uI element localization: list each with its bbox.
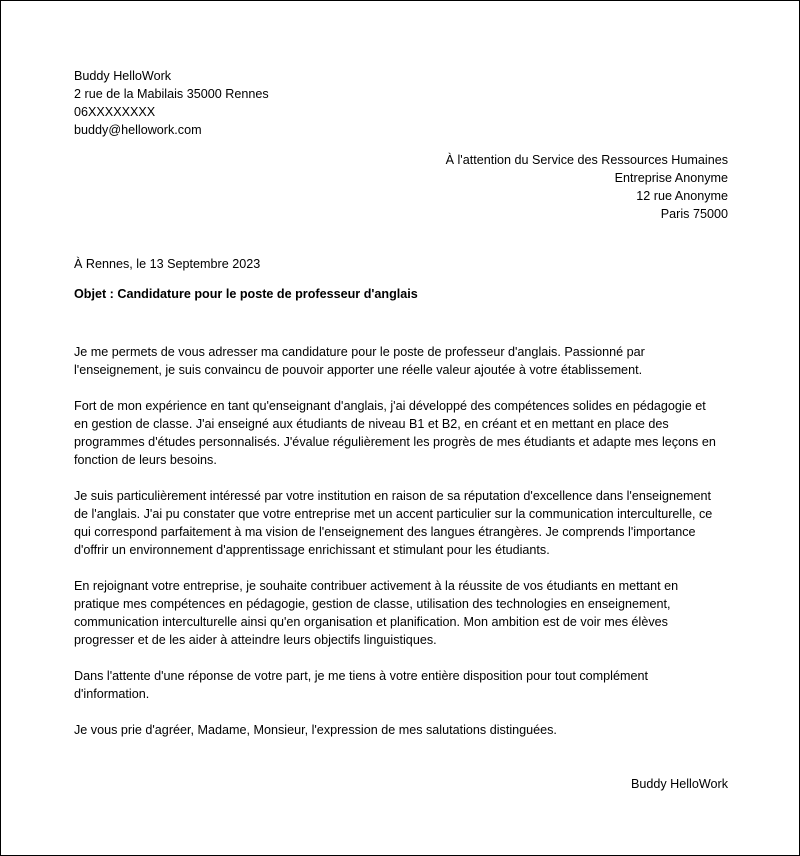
sender-email: buddy@hellowork.com	[74, 123, 202, 137]
body-line: Je me permets de vous adresser ma candidature pour le poste de professeur d'anglais. Passionné par	[74, 345, 645, 359]
recipient-city: Paris 75000	[660, 207, 728, 221]
body-line: Je vous prie d'agréer, Madame, Monsieur, l'expression de mes salutations distinguées.	[74, 723, 557, 737]
body-line: pratique mes compétences en pédagogie, gestion de classe, utilisation des technologies en enseignement,	[74, 597, 671, 611]
paragraph-contribution	[74, 577, 730, 649]
sender-block	[74, 67, 269, 139]
body-line: de l'anglais. J'ai pu constater que votre entreprise met un accent particulier sur la communication interculturelle, ce	[74, 507, 713, 521]
body-line: programmes d'études personnalisés. J'évalue régulièrement les progrès de mes étudiants et adapte mes leçons en	[74, 435, 716, 449]
body-line: l'enseignement, je suis convaincu de pouvoir apporter une réelle valeur ajoutée à votre établissement.	[74, 363, 643, 377]
recipient-block	[446, 151, 728, 223]
body-line: Fort de mon expérience en tant qu'enseignant d'anglais, j'ai développé des compétences solides en pédagogie et	[74, 399, 706, 413]
body-line: Je suis particulièrement intéressé par votre institution en raison de sa réputation d'excellence dans l'enseignement	[74, 489, 711, 503]
body-line: d'information.	[74, 687, 150, 701]
recipient-street: 12 rue Anonyme	[636, 189, 728, 203]
body-line: d'offrir un environnement d'apprentissage enrichissant et stimulant pour les étudiants.	[74, 543, 550, 557]
sender-name: Buddy HelloWork	[74, 69, 172, 83]
body-line: Dans l'attente d'une réponse de votre part, je me tiens à votre entière disposition pour tout complément	[74, 669, 648, 683]
signature: Buddy HelloWork	[630, 777, 728, 791]
paragraph-experience	[74, 397, 730, 469]
body-line: En rejoignant votre entreprise, je souhaite contribuer activement à la réussite de vos étudiants en mettant en	[74, 579, 679, 593]
paragraph-introduction	[74, 343, 730, 379]
paragraph-motivation	[74, 487, 730, 559]
recipient-company: Entreprise Anonyme	[614, 171, 728, 185]
body-line: progresser et de les aider à atteindre leurs objectifs linguistiques.	[74, 633, 437, 647]
recipient-attention: À l'attention du Service des Ressources Humaines	[445, 153, 728, 167]
subject-line: Objet : Candidature pour le poste de professeur d'anglais	[74, 287, 418, 301]
sender-phone: 06XXXXXXXX	[74, 105, 156, 119]
date-line: À Rennes, le 13 Septembre 2023	[74, 257, 261, 271]
sender-address: 2 rue de la Mabilais 35000 Rennes	[74, 87, 269, 101]
body-line: qui correspond parfaitement à ma vision de l'enseignement des langues étrangères. Je comprends l'importance	[74, 525, 696, 539]
paragraph-closing	[74, 721, 730, 739]
paragraph-availability	[74, 667, 730, 703]
letter-body	[74, 343, 730, 757]
body-line: en gestion de classe. J'ai enseigné aux étudiants de niveau B1 et B2, en créant et en mettant en place des	[74, 417, 669, 431]
body-line: fonction de leurs besoins.	[74, 453, 217, 467]
body-line: communication interculturelle ainsi qu'en organisation et planification. Mon ambition est de voir mes élèves	[74, 615, 668, 629]
